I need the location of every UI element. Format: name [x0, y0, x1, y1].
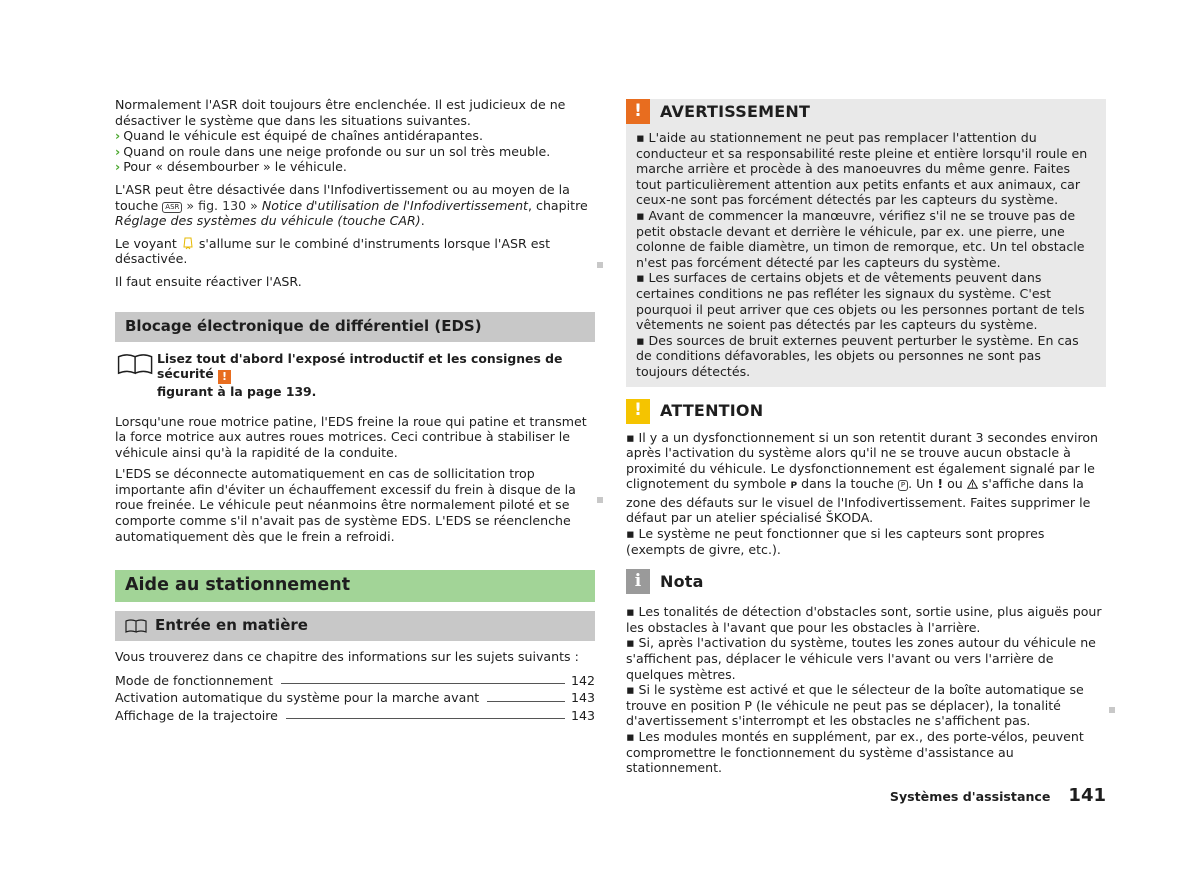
attention-box — [626, 399, 1106, 558]
page-footer — [890, 785, 1106, 806]
open-book-icon — [115, 353, 157, 375]
asr-reactivate-paragraph: Il faut ensuite réactiver l'ASR. — [115, 273, 302, 289]
park-assist-symbol-icon: P — [790, 481, 798, 492]
entree-matiere-text: Vous trouverez dans ce chapitre des informations sur les sujets suivants : — [115, 649, 579, 665]
list-item: ▪ Le système ne peut fonctionner que si les capteurs sont propres (exempts de givre, etc.). — [626, 526, 1045, 557]
right-column — [626, 99, 1106, 776]
toc-entry[interactable]: Affichage de la trajectoire 143 — [115, 707, 595, 723]
avertissement-box — [626, 99, 1106, 387]
asr-key-icon: ASR — [162, 202, 182, 213]
info-icon: i — [626, 569, 650, 594]
asr-situation-list — [115, 128, 595, 175]
list-item: ▪ Il y a un dysfonctionnement si un son retentit durant 3 secondes environ après l'activation du système alors qu'il ne se trouve aucun obstacle à proximité du véhicule. Le dysfonctionnement est également signalé par le clignotement du symbole P dans la touche P . Un ! ou s'affiche dans la zone des défauts sur le visuel de l'Infodivertissement. Faites supprimer le défaut par un atelier spécialisé ŠKODA. — [626, 429, 1099, 526]
eds-paragraph-2: L'EDS se déconnecte automatiquement en cas de sollicitation trop importante afin d'éviter un échauffement excessif du frein à disque de la roue freinée. Le véhicule peut néanmoins être normalement piloté et se comporte comme s'il n'avait pas de système EDS. L'EDS se réenclenche automatiquement dès que le frein a refroidi. — [115, 466, 576, 544]
footer-section-title: Systèmes d'assistance — [889, 789, 1051, 804]
list-item: ▪ Les modules montés en supplément, par ex., des porte-vélos, peuvent compromettre le fonctionnement du système d'assistance au stationnement. — [626, 729, 1084, 776]
section-end-marker — [597, 262, 603, 268]
eds-paragraph-1: Lorsqu'une roue motrice patine, l'EDS freine la roue qui patine et transmet la force motrice aux autres roues motrices. Ceci contribue à stabiliser le véhicule ainsi qu'à la rapidité de la conduite. — [115, 413, 587, 460]
attention-icon: ! — [626, 399, 650, 424]
nota-header: i Nota — [626, 569, 1106, 594]
eds-intro-note: Lisez tout d'abord l'exposé introductif et les consignes de sécurité ! figurant à la page 139. — [115, 351, 595, 400]
warning-icon: ! — [218, 370, 231, 384]
fig-reference-link[interactable]: » fig. 130 » — [186, 197, 258, 213]
list-item: › Pour « désembourber » le véhicule. — [115, 159, 347, 175]
toc-entry[interactable]: Mode de fonctionnement 142 — [115, 672, 595, 688]
list-item: › Quand le véhicule est équipé de chaînes antidérapantes. — [115, 128, 483, 144]
section-end-marker — [1109, 707, 1115, 713]
warning-triangle-icon — [967, 479, 978, 489]
avertissement-list — [626, 124, 1106, 380]
eds-section-heading: Blocage électronique de différentiel (EDS) — [115, 312, 595, 342]
nota-box — [626, 569, 1106, 776]
asr-deactivation-paragraph: L'ASR peut être désactivée dans l'Infodivertissement ou au moyen de la touche ASR » fig. 130 » Notice d'utilisation de l'Infodivertissement, chapitre Réglage des systèmes du véhicule (touche CAR). — [115, 181, 588, 229]
open-book-icon — [125, 619, 147, 633]
list-item: ▪ Si, après l'activation du système, toutes les zones autour du véhicule ne s'affichent pas, déplacer le véhicule vers l'avant ou vers l'arrière de quelques mètres. — [626, 635, 1096, 682]
asr-warning-light-paragraph: Le voyant s'allume sur le combiné d'instruments lorsque l'ASR est désactivée. — [115, 235, 551, 267]
chevron-right-icon: › — [115, 128, 121, 144]
table-of-contents — [115, 671, 595, 724]
aide-stationnement-heading: Aide au stationnement — [115, 570, 595, 602]
park-assist-key-icon: P — [898, 480, 908, 491]
entree-matiere-heading: Entrée en matière — [115, 611, 595, 641]
attention-header: ! ATTENTION — [626, 399, 1106, 424]
asr-warning-light-icon — [183, 237, 193, 250]
section-end-marker — [597, 497, 603, 503]
list-item: ▪ Avant de commencer la manœuvre, vérifiez s'il ne se trouve pas de petit obstacle devant et derrière le véhicule, par ex. une pierre, une colonne de faible diamètre, un timon de remorque, etc. Un tel obstacle n'est pas forcément détecté par les capteurs du système. — [636, 207, 1085, 270]
list-item: ▪ Des sources de bruit externes peuvent perturber le système. En cas de conditions défavorables, les objets ou personnes ne sont pas toujours détectés. — [636, 332, 1079, 379]
asr-paragraph: Normalement l'ASR doit toujours être enclenchée. Il est judicieux de ne désactiver le système que dans les situations suivantes. — [115, 97, 566, 128]
list-item: ▪ L'aide au stationnement ne peut pas remplacer l'attention du conducteur et sa responsabilité reste pleine et entière lorsqu'il roule en marche arrière et procède à des manoeuvres du même genre. Faites tout particulièrement attention aux petits enfants et aux animaux, car ceux-ne sont pas forcément détectés par les capteurs du système. — [636, 130, 1088, 208]
toc-entry[interactable]: Activation automatique du système pour la marche avant 143 — [115, 690, 595, 706]
list-item: ▪ Les tonalités de détection d'obstacles sont, sortie usine, plus aiguës pour les obstacles à l'avant que pour les obstacles à l'arrière. — [626, 604, 1102, 635]
nota-list — [626, 604, 1106, 776]
warning-icon: ! — [626, 99, 650, 124]
avertissement-header: ! AVERTISSEMENT — [626, 99, 1106, 124]
list-item: ▪ Les surfaces de certains objets et de vêtements peuvent dans certaines conditions ne pas refléter les signaux du système. C'est pourquoi il peut arriver que ces objets ou les personnes portant de tels vêtements ne soient pas détectés par les capteurs du système. — [636, 270, 1085, 333]
left-column — [115, 97, 595, 723]
attention-list — [626, 430, 1106, 558]
chevron-right-icon: › — [115, 143, 121, 159]
list-item: ▪ Si le système est activé et que le sélecteur de la boîte automatique se trouve en position P (le véhicule ne peut pas se déplacer), la tonalité d'avertissement s'interrompt et les obstacles ne s'affichent pas. — [626, 682, 1084, 729]
chevron-right-icon: › — [115, 159, 121, 175]
exclamation-icon: ! — [937, 476, 944, 492]
list-item: › Quand on roule dans une neige profonde ou sur un sol très meuble. — [115, 143, 551, 159]
page-number: 141 — [1068, 785, 1106, 806]
